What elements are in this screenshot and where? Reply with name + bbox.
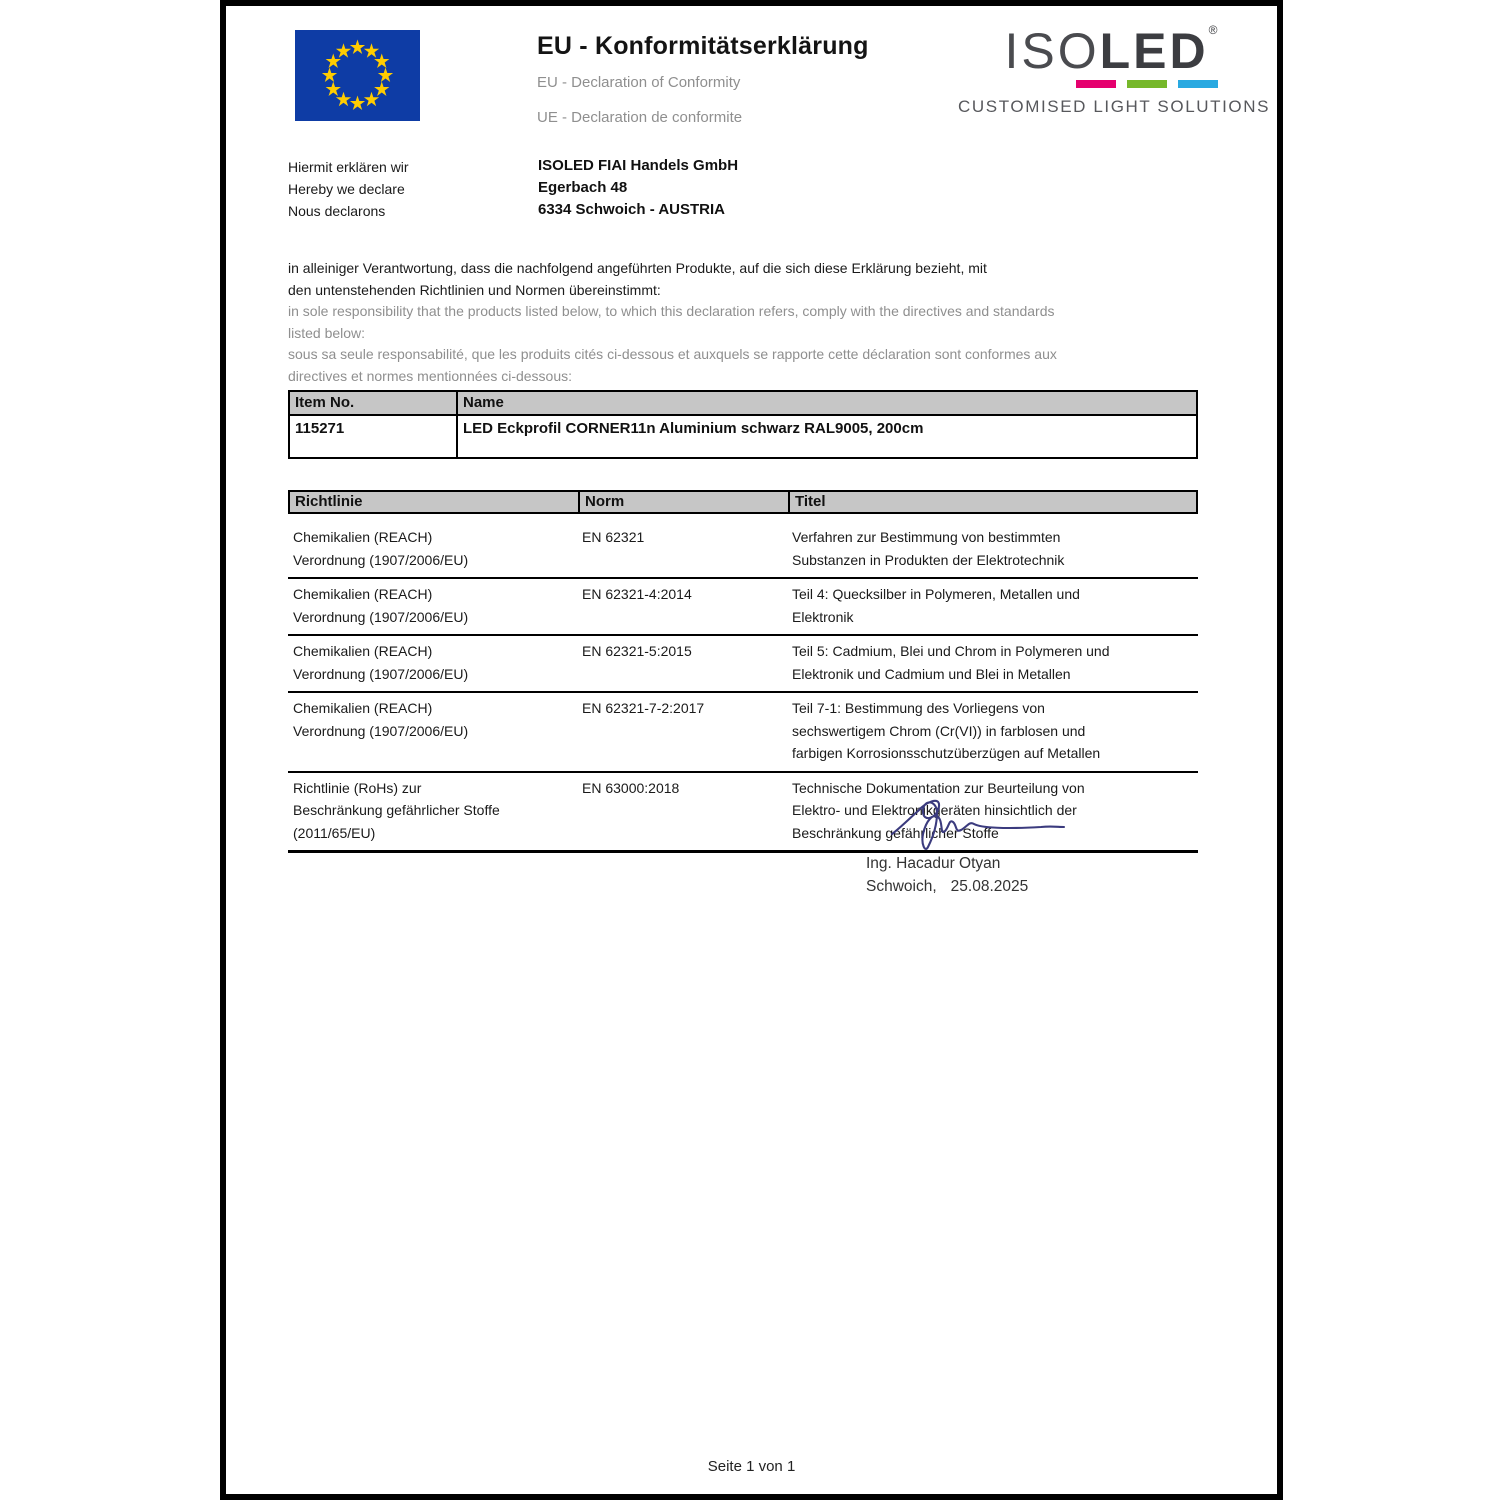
directive-richtlinie: Chemikalien (REACH) Verordnung (1907/2006/EU) — [293, 643, 469, 682]
item-table-row — [290, 416, 1196, 457]
directive-titel: Verfahren zur Bestimmung von bestimmten Substanzen in Produkten der Elektrotechnik — [792, 529, 1065, 568]
directive-row — [288, 522, 1198, 579]
directive-titel: Teil 4: Quecksilber in Polymeren, Metallen und Elektronik — [792, 586, 1080, 625]
directive-row — [288, 693, 1198, 773]
item-no-header: Item No. — [290, 392, 458, 414]
richtlinie-header: Richtlinie — [290, 492, 580, 512]
directive-norm: EN 63000:2018 — [582, 779, 680, 796]
header-title-block — [537, 32, 869, 131]
isoled-wordmark — [1004, 23, 1218, 79]
logo-tagline: CUSTOMISED LIGHT SOLUTIONS — [958, 97, 1271, 116]
norm-header: Norm — [580, 492, 790, 512]
directive-titel: Technische Dokumentation zur Beurteilung von Elektro- und Elektronikgeräten hinsichtlich der Beschränkung gefährlicher Stoffe — [792, 779, 1085, 841]
isoled-logo — [958, 20, 1271, 130]
logo-text-led: LED — [1099, 23, 1209, 79]
declaration-statement — [288, 258, 1078, 387]
titel-header: Titel — [795, 493, 826, 510]
registered-mark: ® — [1208, 23, 1218, 37]
page-title: EU - Konformitätserklärung — [537, 32, 869, 60]
directive-norm: EN 62321 — [582, 529, 645, 545]
directive-richtlinie: Chemikalien (REACH) Verordnung (1907/2006/EU) — [293, 586, 469, 625]
directive-titel: Teil 7-1: Bestimmung des Vorliegens von sechswertigem Chrom (Cr(VI)) in farblosen und farbigen Korrosionsschutzüberzügen auf Metallen — [792, 700, 1101, 761]
statement-french: sous sa seule responsabilité, que les produits cités ci-dessous et auxquels se rapporte cette déclaration sont conformes aux directives et normes mentionnées ci-dessous: — [288, 346, 1057, 384]
statement-english: in sole responsibility that the products listed below, to which this declaration refers, comply with the directives and standards listed below: — [288, 303, 1055, 341]
item-name-value: LED Eckprofil CORNER11n Aluminium schwarz RAL9005, 200cm — [463, 420, 924, 437]
directive-norm: EN 62321-7-2:2017 — [582, 700, 705, 716]
name-header: Name — [463, 394, 504, 411]
directive-richtlinie: Chemikalien (REACH) Verordnung (1907/2006/EU) — [293, 529, 469, 568]
declarer-company-address: ISOLED FIAI Handels GmbH Egerbach 48 6334 Schwoich - AUSTRIA — [538, 157, 739, 218]
directive-row — [288, 579, 1198, 636]
logo-bar-green — [1127, 80, 1167, 88]
subtitle-english: EU - Declaration of Conformity — [537, 74, 741, 91]
signature-scribble — [886, 794, 1076, 856]
logo-bar-magenta — [1076, 80, 1116, 88]
declarer-labels: Hiermit erklären wir Hereby we declare Nous declarons — [288, 159, 409, 219]
signature-place: Schwoich, — [866, 878, 937, 895]
eu-flag-icon — [295, 30, 420, 121]
item-table — [288, 390, 1198, 459]
declaration-page — [220, 0, 1283, 1500]
signatory-name: Ing. Hacadur Otyan — [866, 855, 1001, 872]
signature-date: 25.08.2025 — [950, 878, 1029, 895]
directive-titel: Teil 5: Cadmium, Blei und Chrom in Polymeren und Elektronik und Cadmium und Blei in Metallen — [792, 643, 1110, 682]
page-number: Seite 1 von 1 — [707, 1458, 796, 1475]
item-no-value: 115271 — [290, 416, 458, 457]
item-table-header — [290, 392, 1196, 416]
statement-german: in alleiniger Verantwortung, dass die nachfolgend angeführten Produkte, auf die sich diese Erklärung bezieht, mit den untenstehenden Richtlinien und Normen übereinstimmt: — [288, 260, 987, 298]
directive-richtlinie: Richtlinie (RoHs) zur Beschränkung gefährlicher Stoffe (2011/65/EU) — [293, 779, 500, 841]
directive-row — [288, 636, 1198, 693]
logo-bar-blue — [1178, 80, 1218, 88]
directive-norm: EN 62321-5:2015 — [582, 643, 692, 659]
logo-text-iso: ISO — [1004, 23, 1100, 79]
subtitle-french: UE - Declaration de conformite — [537, 109, 743, 126]
signature-place-date — [866, 878, 1028, 896]
directive-norm: EN 62321-4:2014 — [582, 586, 692, 602]
directives-table-header — [288, 490, 1198, 514]
directive-richtlinie: Chemikalien (REACH) Verordnung (1907/2006/EU) — [293, 700, 469, 739]
logo-color-bars — [1076, 80, 1218, 88]
